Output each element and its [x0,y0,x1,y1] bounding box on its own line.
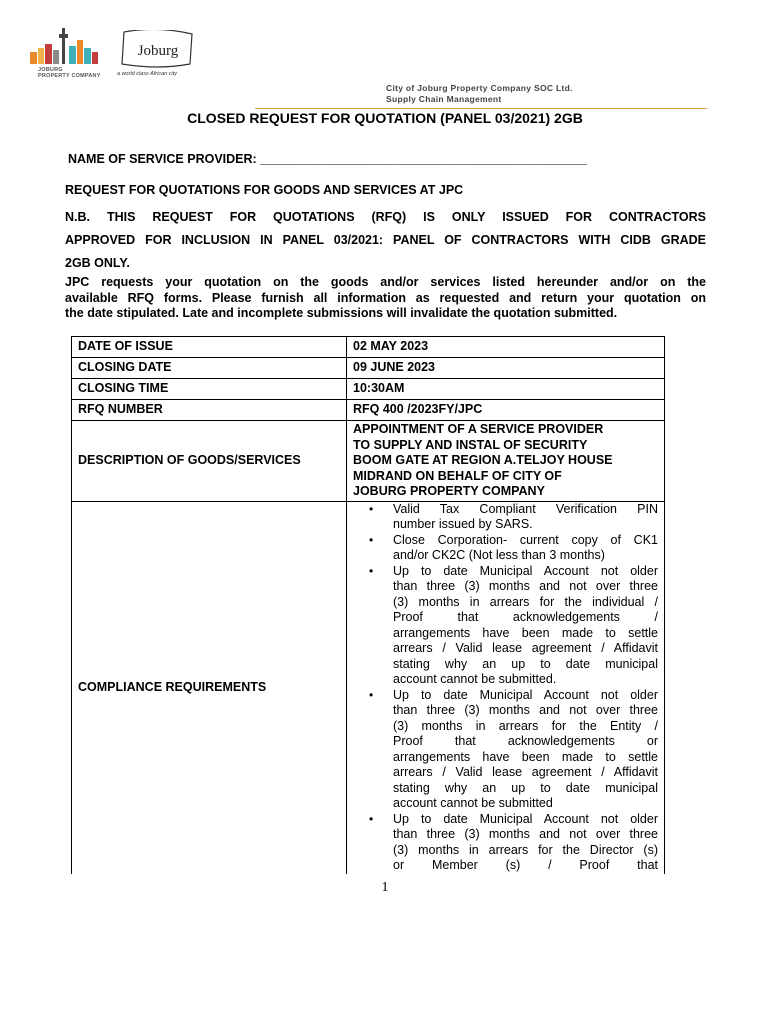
row-label: CLOSING TIME [72,379,347,400]
rfq-details-table [71,336,665,874]
description-line: TO SUPPLY AND INSTAL OF SECURITY [353,437,588,452]
intro-line: the date stipulated. Late and incomplete submissions will invalidate the quotation submitted. [65,306,618,320]
compliance-line: arrears / Valid lease agreement / Affidavit [393,641,658,655]
compliance-line: stating why an up to date municipal [393,780,658,795]
row-value: RFQ 400 /2023FY/JPC [347,400,665,421]
row-label: DESCRIPTION OF GOODS/SERVICES [72,421,347,502]
nb-line: N.B. THIS REQUEST FOR QUOTATIONS (RFQ) IS ONLY ISSUED FOR CONTRACTORS [65,210,706,224]
bullet-icon: • [369,811,374,826]
compliance-item [347,688,658,812]
company-name: City of Joburg Property Company SOC Ltd. [386,83,573,93]
description-value [347,421,665,502]
row-value: 09 JUNE 2023 [347,358,665,379]
header-divider [255,108,707,109]
compliance-line: (3) months in arrears for the individual / [393,594,658,609]
intro-line: JPC requests your quotation on the goods and/or services listed hereunder and/or on the [65,275,706,289]
service-provider-field: NAME OF SERVICE PROVIDER: _______________________________________________ [68,152,587,166]
compliance-line: (3) months in arrears for the Entity / [393,718,658,733]
intro-line: available RFQ forms. Please furnish all information as requested and return your quotation on [65,290,706,305]
row-label: COMPLIANCE REQUIREMENTS [72,501,347,874]
row-label: DATE OF ISSUE [72,337,347,358]
bullet-icon: • [369,687,374,702]
description-line: MIDRAND ON BEHALF OF CITY OF [353,468,562,483]
table-row [72,400,665,421]
compliance-line: and/or CK2C (Not less than 3 months) [393,548,605,562]
compliance-item [347,812,658,874]
page-number: 1 [381,880,389,895]
nb-notice [65,206,706,275]
compliance-line: Proof that acknowledgements or [393,734,658,748]
document-title: CLOSED REQUEST FOR QUOTATION (PANEL 03/2021) 2GB [187,110,583,126]
table-row [72,358,665,379]
table-row-description [72,421,665,502]
row-value: 02 MAY 2023 [347,337,665,358]
nb-line: 2GB ONLY. [65,256,130,270]
bullet-icon: • [369,501,374,516]
description-line: JOBURG PROPERTY COMPANY [353,484,545,498]
row-value: 10:30AM [347,379,665,400]
nb-line: APPROVED FOR INCLUSION IN PANEL 03/2021: PANEL OF CONTRACTORS WITH CIDB GRADE [65,233,706,247]
company-header [386,83,573,105]
compliance-line: than three (3) months and not over three [393,579,658,593]
table-row-compliance [72,501,665,874]
compliance-line: Up to date Municipal Account not older [393,563,658,578]
compliance-line: Proof that acknowledgements / [393,610,658,624]
compliance-line: number issued by SARS. [393,517,533,531]
compliance-item [347,502,658,533]
bullet-icon: • [369,563,374,578]
compliance-value [347,501,665,874]
intro-paragraph [65,275,706,322]
compliance-line: arrangements have been made to settle [393,625,658,640]
description-line: APPOINTMENT OF A SERVICE PROVIDER [353,422,604,436]
jpc-logo-text: JOBURG PROPERTY COMPANY [38,67,101,79]
joburg-logo [118,30,198,70]
compliance-list [347,502,658,874]
description-line: BOOM GATE AT REGION A.TELJOY HOUSE [353,453,613,467]
table-row [72,379,665,400]
department-name: Supply Chain Management [386,94,502,104]
table-row [72,337,665,358]
compliance-item [347,564,658,688]
compliance-line: than three (3) months and not over three [393,827,658,841]
compliance-line: or Member (s) / Proof that [393,858,658,872]
compliance-line: arrears / Valid lease agreement / Affidavit [393,765,658,779]
compliance-line: Up to date Municipal Account not older [393,687,658,702]
joburg-tagline: a world class African city [117,71,178,77]
rfq-heading: REQUEST FOR QUOTATIONS FOR GOODS AND SERVICES AT JPC [65,183,464,197]
compliance-item [347,533,658,564]
compliance-line: stating why an up to date municipal [393,656,658,671]
compliance-line: arrangements have been made to settle [393,749,658,764]
joburg-logo-text: Joburg [137,43,179,59]
compliance-line: Close Corporation- current copy of CK1 [393,532,658,547]
compliance-line: Up to date Municipal Account not older [393,811,658,826]
bullet-icon: • [369,532,374,547]
compliance-line: (3) months in arrears for the Director (s) [393,842,658,857]
row-label: CLOSING DATE [72,358,347,379]
compliance-line: account cannot be submitted. [393,672,557,686]
row-label: RFQ NUMBER [72,400,347,421]
compliance-line: account cannot be submitted [393,796,553,810]
compliance-line: than three (3) months and not over three [393,703,658,717]
compliance-line: Valid Tax Compliant Verification PIN [393,501,658,516]
